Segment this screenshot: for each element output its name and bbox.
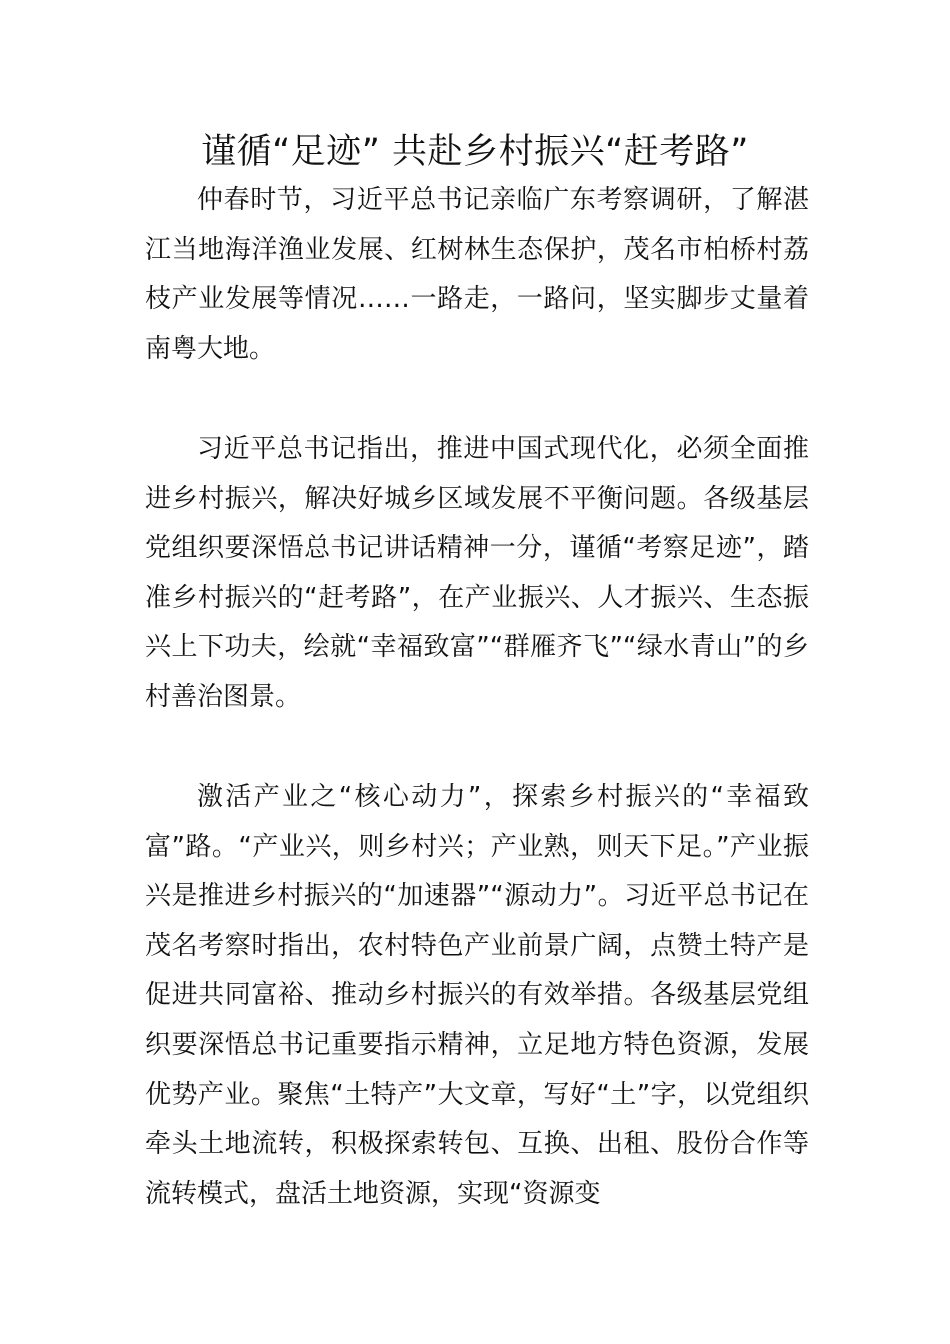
paragraph-2: 习近平总书记指出，推进中国式现代化，必须全面推进乡村振兴，解决好城乡区域发展不平衡问题。各级基层党组织要深悟总书记讲话精神一分，谨循“考察足迹”，踏准乡村振兴的“赶考路”，在产业振兴、人才振兴、生态振兴上下功夫，绘就“幸福致富”“群雁齐飞”“绿水青山”的乡村善治图景。 [145, 434, 809, 712]
document-title: 谨循“足迹” 共赴乡村振兴“赶考路” [201, 132, 749, 172]
paragraph-3: 激活产业之“核心动力”，探索乡村振兴的“幸福致富”路。“产业兴，则乡村兴；产业熟，则天下足。”产业振兴是推进乡村振兴的“加速器”“源动力”。习近平总书记在茂名考察时指出，农村特色产业前景广阔，点赞土特产是促进共同富裕、推动乡村振兴的有效举措。各级基层党组织要深悟总书记重要指示精神，立足地方特色资源，发展优势产业。聚焦“土特产”大文章，写好“土”字，以党组织牵头土地流转，积极探索转包、互换、出租、股份合作等流转模式，盘活土地资源，实现“资源变 [145, 782, 809, 1209]
paragraph-1: 仲春时节，习近平总书记亲临广东考察调研，了解湛江当地海洋渔业发展、红树林生态保护，茂名市柏桥村荔枝产业发展等情况……一路走，一路问，坚实脚步丈量着南粤大地。 [145, 185, 809, 364]
